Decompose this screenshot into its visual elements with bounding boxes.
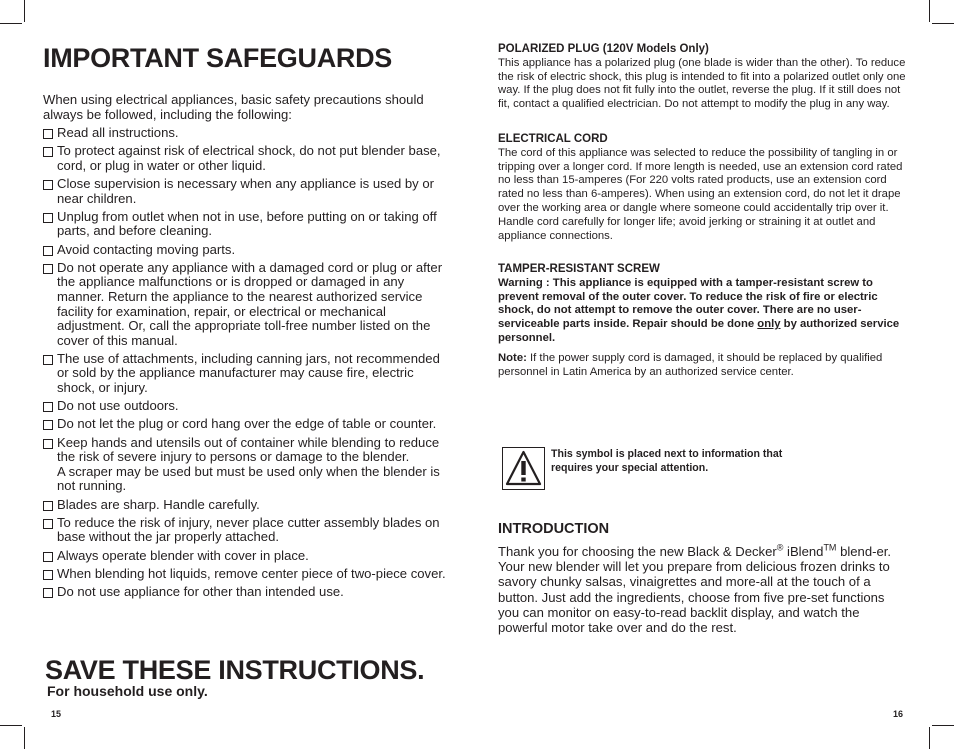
page-number-left: 15 (51, 709, 62, 719)
tamper-screw-warning: Warning : This appliance is equipped with a tamper-resistant screw to prevent removal of the outer cover. To reduce the risk of fire or electric shock, do not attempt to remove the outer cover. There are no user-serviceable parts inside. Repair should be done only by authorized service personnel. (498, 276, 900, 344)
list-item: To reduce the risk of injury, never place cutter assembly blades on base without the jar properly attached. (43, 516, 455, 545)
list-item: When blending hot liquids, remove center piece of two-piece cover. (43, 567, 455, 582)
checkbox-square-icon (43, 355, 53, 365)
introduction-text: Thank you for choosing the new Black & Decker® iBlend™ blend-er. Your new blender will let you prepare from delicious frozen drinks to savory chunky salsas, vinaigrettes and more-all at the touch of a button. Just add the ingredients, choose from five pre-set functions you can monitor on easy-to-read backlit display, and watch the powerful motor take over and do the rest. (498, 542, 892, 636)
crop-mark (0, 725, 22, 726)
checkbox-square-icon (43, 439, 53, 449)
tamper-screw-heading: TAMPER-RESISTANT SCREW (498, 263, 660, 275)
safeguards-list (43, 126, 455, 603)
checkbox-square-icon (43, 420, 53, 430)
page-title: IMPORTANT SAFEGUARDS (43, 43, 392, 73)
checkbox-square-icon (43, 570, 53, 580)
checkbox-square-icon (43, 402, 53, 412)
checkbox-square-icon (43, 213, 53, 223)
checkbox-square-icon (43, 588, 53, 598)
checkbox-square-icon (43, 180, 53, 190)
page-number-right: 16 (893, 709, 904, 719)
crop-mark (0, 23, 22, 24)
list-item: Keep hands and utensils out of container while blending to reduce the risk of severe injury to persons or damage to the blender. A scraper may be used but must be used only when the blender is not running. (43, 436, 455, 494)
checkbox-square-icon (43, 552, 53, 562)
crop-mark (24, 0, 25, 22)
checkbox-square-icon (43, 264, 53, 274)
crop-mark (929, 0, 930, 22)
note-section (498, 352, 908, 380)
crop-mark (932, 23, 954, 24)
electrical-cord-text: The cord of this appliance was selected to reduce the possibility of tangling in or tripping over a longer cord. If more length is needed, use an extension cord rated no less than 15-amperes (For 220 volts rated products, use an extension cord rated no less than 6-amperes). When using an extension cord, do not let it drape over the working area or dangle where someone could accidentally trip over it. Handle cord carefully for longer life; avoid jerking or straining it at outlet and appliance connections. (498, 146, 903, 242)
list-item: Always operate blender with cover in place. (43, 549, 455, 564)
note-label: Note: (498, 352, 527, 364)
list-item: Close supervision is necessary when any appliance is used by or near children. (43, 177, 455, 206)
checkbox-square-icon (43, 519, 53, 529)
tamper-screw-section (498, 263, 908, 346)
list-item: Do not operate any appliance with a damaged cord or plug or after the appliance malfunctions or is dropped or damaged in any manner. Return the appliance to the nearest authorized service facility for examination, repair, or electrical or mechanical adjustment. Or, call the appropriate toll-free number listed on the cover of this manual. (43, 261, 455, 349)
polarized-plug-heading: POLARIZED PLUG (120V Models Only) (498, 43, 709, 55)
symbol-caption: This symbol is placed next to information that requires your special attention. (551, 448, 783, 474)
warning-symbol-box (502, 447, 545, 490)
list-item: Unplug from outlet when not in use, before putting on or taking off parts, and before cleaning. (43, 210, 455, 239)
list-item: To protect against risk of electrical shock, do not put blender base, cord, or plug in water or other liquid. (43, 144, 455, 173)
checkbox-square-icon (43, 147, 53, 157)
introduction-heading: INTRODUCTION (498, 521, 610, 537)
list-item: Do not use outdoors. (43, 399, 455, 414)
polarized-plug-section (498, 43, 908, 112)
electrical-cord-heading: ELECTRICAL CORD (498, 133, 608, 145)
list-item: Do not use appliance for other than intended use. (43, 585, 455, 600)
crop-mark (929, 727, 930, 749)
checkbox-square-icon (43, 129, 53, 139)
checkbox-square-icon (43, 246, 53, 256)
polarized-plug-text: This appliance has a polarized plug (one blade is wider than the other). To reduce the risk of electric shock, this plug is intended to fit into a polarized outlet only one way. If the plug does not fit fully into the outlet, reverse the plug. If it still does not fit, contact a qualified electrician. Do not attempt to modify the plug in any way. (498, 56, 906, 111)
warning-exclamation-icon (503, 448, 544, 489)
crop-mark (932, 725, 954, 726)
crop-mark (24, 727, 25, 749)
electrical-cord-section (498, 133, 908, 243)
list-item: Blades are sharp. Handle carefully. (43, 498, 455, 513)
note-text: Note: If the power supply cord is damaged, it should be replaced by qualified personnel in Latin America by an authorized service center. (498, 352, 883, 378)
save-instructions-heading: SAVE THESE INSTRUCTIONS. (45, 655, 425, 685)
safeguards-intro: When using electrical appliances, basic safety precautions should always be followed, including the following: (43, 92, 424, 122)
checkbox-square-icon (43, 501, 53, 511)
list-item: Avoid contacting moving parts. (43, 243, 455, 258)
scraper-note: A scraper may be used but must be used only when the blender is not running. (57, 463, 440, 494)
list-item: Do not let the plug or cord hang over the edge of table or counter. (43, 417, 455, 432)
household-use-note: For household use only. (47, 683, 208, 699)
list-item: Read all instructions. (43, 126, 455, 141)
list-item: The use of attachments, including canning jars, not recommended or sold by the appliance manufacturer may cause fire, electric shock, or injury. (43, 352, 455, 396)
